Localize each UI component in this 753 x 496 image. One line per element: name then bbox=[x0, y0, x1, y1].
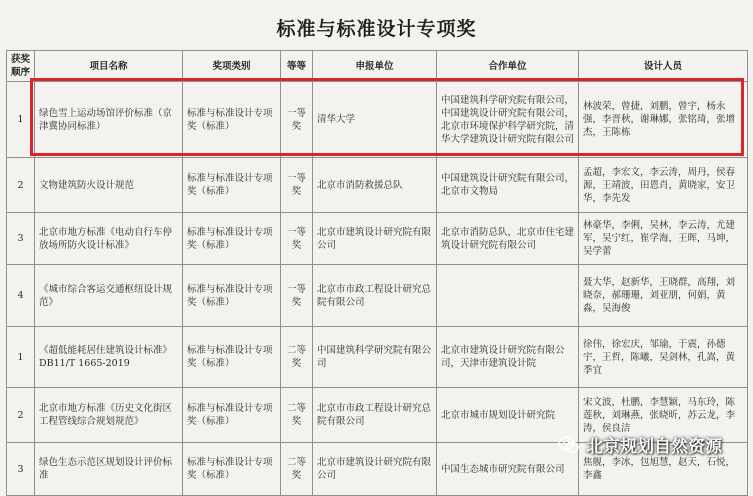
cell-category: 标准与标准设计专项奖（标准） bbox=[183, 388, 281, 443]
cell-designers: 林波荣，曾捷，刘鹏，曾宇，杨永强，李晋秋，谢琳娜，张铭琦，张增杰，王陈栋 bbox=[579, 82, 748, 158]
cell-category: 标准与标准设计专项奖（标准） bbox=[183, 82, 281, 158]
cell-designers: 孟超，李宏文，李云涛，周丹，侯春源，王靖波，田恩肖，黄晓家，安卫华，李先发 bbox=[579, 158, 748, 213]
cell-partners: 北京市消防总队，北京市住宅建筑设计研究院有限公司 bbox=[437, 213, 579, 265]
cell-partners: 中国建筑科学研究院有限公司，中国建筑设计研究院有限公司，北京市环境保护科学研究院，清华大学建筑设计研究院有限公司 bbox=[437, 82, 579, 158]
cell-designers: 林豪华，李俐，吴林，李云涛，尤建军，吴宁红，崔学海，王晖，马坤，吴学蕾 bbox=[579, 213, 748, 265]
cell-index: 3 bbox=[7, 213, 35, 265]
cell-category: 标准与标准设计专项奖（标准） bbox=[183, 158, 281, 213]
cell-designers: 焦舰，李冰，包旭慧，赵天，石悦，李鑫 bbox=[579, 443, 748, 496]
header-grade: 等等 bbox=[281, 51, 313, 82]
cell-grade: 一等奖 bbox=[281, 213, 313, 265]
cell-applicant: 北京市建筑设计研究院有限公司 bbox=[313, 213, 437, 265]
header-designers: 设计人员 bbox=[579, 51, 748, 82]
cell-grade: 一等奖 bbox=[281, 82, 313, 158]
cell-name: 《超低能耗居住建筑设计标准》DB11/T 1665-2019 bbox=[35, 327, 183, 388]
cell-partners: 北京市城市规划设计研究院 bbox=[437, 388, 579, 443]
cell-index: 2 bbox=[7, 388, 35, 443]
cell-grade: 二等奖 bbox=[281, 388, 313, 443]
cell-index: 2 bbox=[7, 158, 35, 213]
header-name: 项目名称 bbox=[35, 51, 183, 82]
cell-category: 标准与标准设计专项奖（标准） bbox=[183, 327, 281, 388]
watermark bbox=[558, 432, 722, 457]
cell-name: 北京市地方标准《历史文化街区工程管线综合规划规范》 bbox=[35, 388, 183, 443]
cell-partners: 中国生态城市研究院有限公司 bbox=[437, 443, 579, 496]
cell-category: 标准与标准设计专项奖（标准） bbox=[183, 213, 281, 265]
cell-name: 文物建筑防火设计规范 bbox=[35, 158, 183, 213]
cell-designers: 聂大华，赵新华，王晓群，高翔，刘晓奈，郝珊珊，刘亚朋，何娟，黄淼，吴海俊 bbox=[579, 265, 748, 327]
table-row bbox=[7, 327, 748, 388]
cell-applicant: 清华大学 bbox=[313, 82, 437, 158]
cell-designers: 宋文波，杜鹏，李慧颖，马东玲，陈莲秋，刘琳燕，张晓昕，苏云龙，李涛，侯良洁 bbox=[579, 388, 748, 443]
cell-index: 1 bbox=[7, 327, 35, 388]
cell-name: 《城市综合客运交通枢纽设计规范》 bbox=[35, 265, 183, 327]
table-row bbox=[7, 265, 748, 327]
cell-partners bbox=[437, 265, 579, 327]
header-category: 奖项类别 bbox=[183, 51, 281, 82]
cell-grade: 一等奖 bbox=[281, 158, 313, 213]
cell-applicant: 北京市建筑设计研究院有限公司 bbox=[313, 443, 437, 496]
cell-applicant: 北京市市政工程设计研究总院有限公司 bbox=[313, 388, 437, 443]
cell-category: 标准与标准设计专项奖（标准） bbox=[183, 265, 281, 327]
cell-partners: 北京市建筑设计研究院有限公司，天津市建筑设计院 bbox=[437, 327, 579, 388]
cell-applicant: 北京市消防救援总队 bbox=[313, 158, 437, 213]
header-applicant: 申报单位 bbox=[313, 51, 437, 82]
table-row bbox=[7, 213, 748, 265]
cell-applicant: 中国建筑科学研究院有限公司 bbox=[313, 327, 437, 388]
cell-name: 绿色雪上运动场馆评价标准（京津冀协同标准） bbox=[35, 82, 183, 158]
cell-grade: 一等奖 bbox=[281, 265, 313, 327]
cell-index: 1 bbox=[7, 82, 35, 158]
cell-index: 3 bbox=[7, 443, 35, 496]
cell-applicant: 北京市市政工程设计研究总院有限公司 bbox=[313, 265, 437, 327]
cell-designers: 徐伟，徐宏庆，邹瑜，于震，孙德宇，王哲，陈曦，吴剑林，孔嵩，黄季宜 bbox=[579, 327, 748, 388]
wechat-icon bbox=[558, 436, 580, 454]
cell-partners: 中国建筑设计研究院有限公司，北京市文物局 bbox=[437, 158, 579, 213]
highlight-box bbox=[30, 78, 744, 156]
watermark-text: 北京规划自然资源 bbox=[586, 437, 722, 457]
cell-grade: 二等奖 bbox=[281, 443, 313, 496]
cell-name: 绿色生态示范区规划设计评价标准 bbox=[35, 443, 183, 496]
page-title: 标准与标准设计专项奖 bbox=[276, 18, 477, 40]
header-index: 获奖顺序 bbox=[7, 51, 35, 82]
cell-category: 标准与标准设计专项奖（标准） bbox=[183, 443, 281, 496]
table-row bbox=[7, 158, 748, 213]
cell-grade: 二等奖 bbox=[281, 327, 313, 388]
cell-index: 4 bbox=[7, 265, 35, 327]
table-header-row bbox=[7, 51, 748, 82]
header-partners: 合作单位 bbox=[437, 51, 579, 82]
cell-name: 北京市地方标准《电动自行车停放场所防火设计标准》 bbox=[35, 213, 183, 265]
